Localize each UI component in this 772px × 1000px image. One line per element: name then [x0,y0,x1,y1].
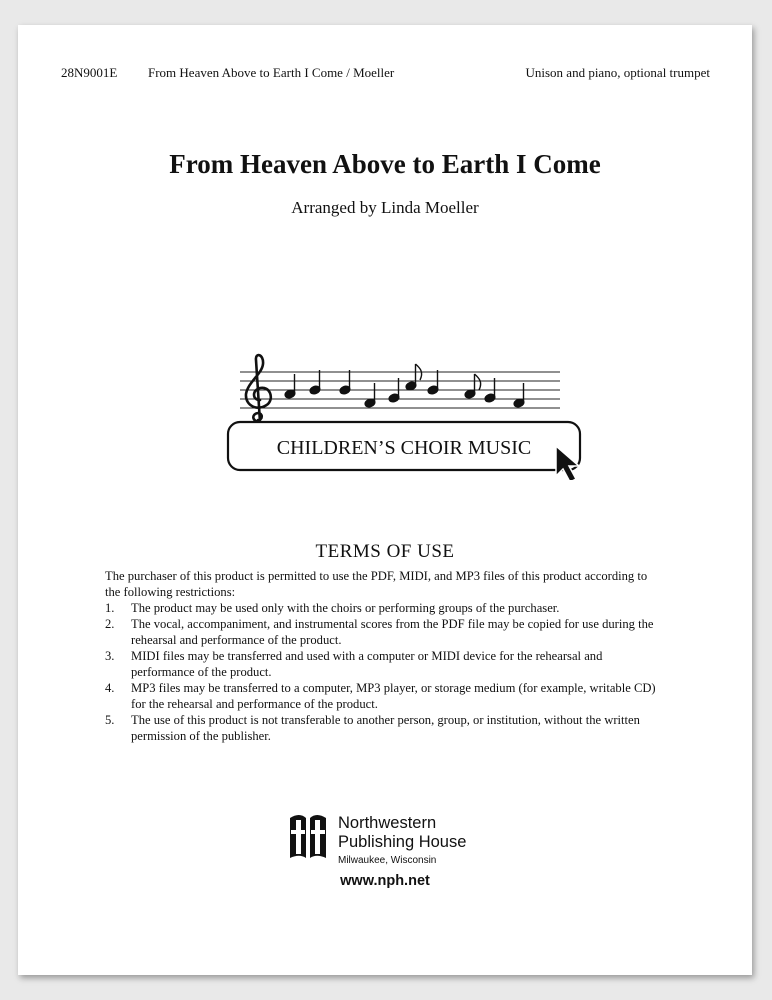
terms-of-use [105,568,665,744]
terms-item [105,712,665,744]
header-title-composer: From Heaven Above to Earth I Come / Moeller [148,65,395,80]
terms-item-number: 4. [105,681,115,695]
terms-item-text: MIDI files may be transferred and used with a computer or MIDI device for the rehearsal and performance of the product. [131,649,603,679]
page-title: From Heaven Above to Earth I Come [169,149,601,179]
document-page [18,25,752,975]
publisher-url[interactable]: www.nph.net [340,873,430,889]
childrens-choir-music-logo [208,330,588,480]
terms-item-number: 5. [105,713,115,727]
terms-item [105,600,665,616]
publisher-name-line2: Publishing House [338,833,467,851]
terms-item [105,616,665,648]
publisher-logo [286,810,506,870]
treble-clef-icon [246,355,271,422]
terms-item-text: The vocal, accompaniment, and instrumental scores from the PDF file may be copied for use during the rehearsal and performance of the product. [131,617,654,647]
terms-item-number: 2. [105,617,115,631]
terms-item-text: The use of this product is not transferable to another person, group, or institution, without the written permission of the publisher. [131,713,640,743]
header-scoring: Unison and piano, optional trumpet [525,65,710,80]
terms-item-text: The product may be used only with the choirs or performing groups of the purchaser. [131,601,560,615]
publisher-name-line1: Northwestern [338,814,437,832]
terms-item-number: 1. [105,601,115,615]
product-code: 28N9001E [61,65,118,80]
terms-intro: The purchaser of this product is permitted to use the PDF, MIDI, and MP3 files of this product according to the following restrictions: [105,569,648,599]
terms-item-text: MP3 files may be transferred to a computer, MP3 player, or storage medium (for example, writable CD) for the rehearsal and performance of the product. [131,681,656,711]
music-notes-icon [284,364,525,408]
terms-item-number: 3. [105,649,115,663]
publisher-city: Milwaukee, Wisconsin [338,855,437,866]
nph-cross-icon [286,812,330,862]
series-label: CHILDREN’S CHOIR MUSIC [276,437,532,459]
terms-list [105,600,665,744]
publisher-name [338,814,466,852]
terms-item [105,648,665,680]
arranger-credit: Arranged by Linda Moeller [291,198,479,217]
terms-heading: TERMS OF USE [315,541,455,562]
terms-item [105,680,665,712]
